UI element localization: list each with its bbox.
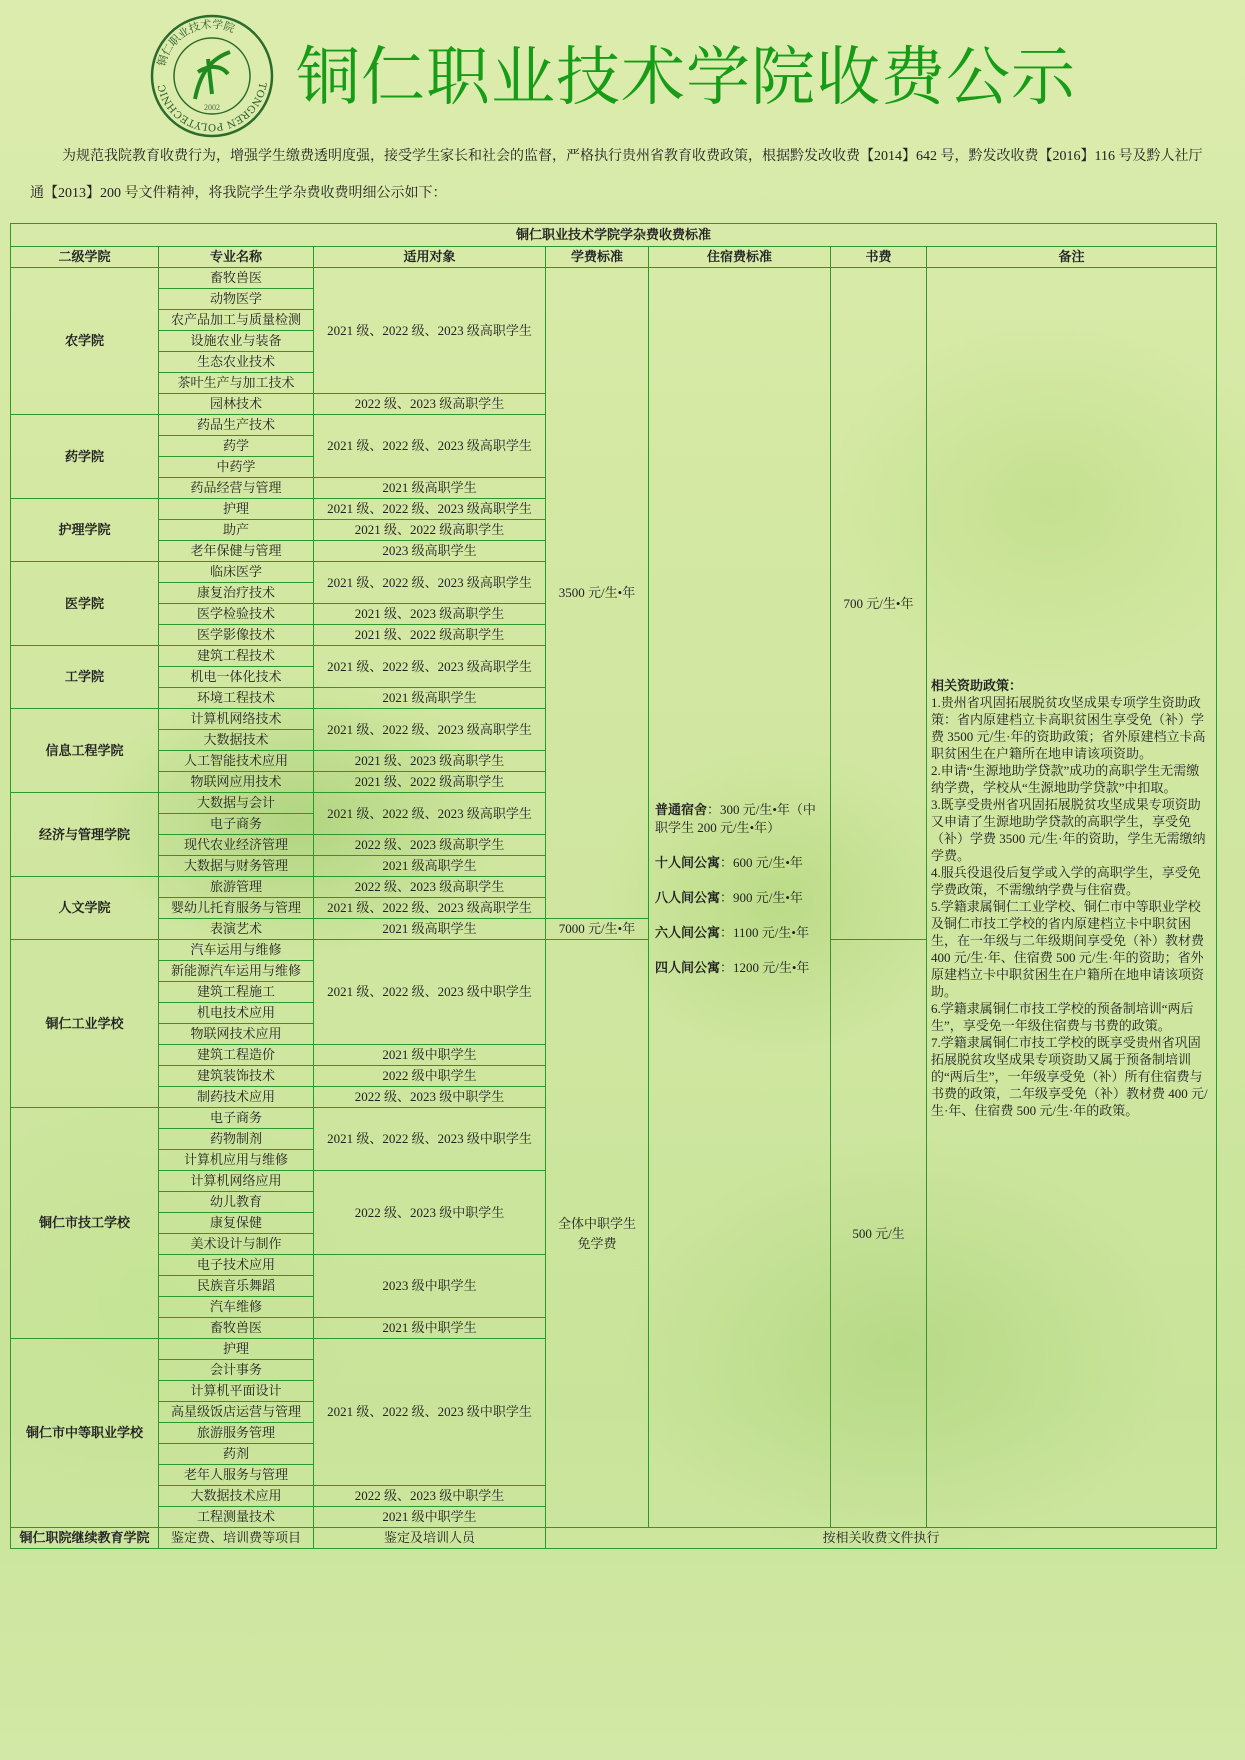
policy-item: 6.学籍隶属铜仁市技工学校的预备制培训“两后生”，享受免一年级住宿费与书费的政策。 — [931, 1000, 1194, 1033]
college-name: 护理学院 — [11, 499, 159, 562]
major-name: 大数据技术应用 — [159, 1486, 314, 1507]
major-name: 物联网技术应用 — [159, 1024, 314, 1045]
target-students: 鉴定及培训人员 — [314, 1528, 546, 1549]
major-name: 制药技术应用 — [159, 1087, 314, 1108]
major-name: 现代农业经济管理 — [159, 835, 314, 856]
tuition-fee: 3500 元/生•年 — [546, 268, 649, 919]
target-students: 2021 级、2022 级、2023 级高职学生 — [314, 268, 546, 394]
major-name: 设施农业与装备 — [159, 331, 314, 352]
target-students: 2021 级、2022 级、2023 级高职学生 — [314, 499, 546, 520]
tuition-fee: 7000 元/生•年 — [546, 919, 649, 940]
major-name: 计算机平面设计 — [159, 1381, 314, 1402]
accommodation-item — [655, 889, 824, 907]
target-students: 2023 级高职学生 — [314, 541, 546, 562]
major-name: 建筑工程施工 — [159, 982, 314, 1003]
header-books: 书费 — [831, 247, 927, 268]
target-students: 2022 级、2023 级高职学生 — [314, 394, 546, 415]
major-name: 电子商务 — [159, 1108, 314, 1129]
book-fee: 500 元/生 — [831, 940, 927, 1528]
major-name: 动物医学 — [159, 289, 314, 310]
college-name: 铜仁市技工学校 — [11, 1108, 159, 1339]
target-students: 2021 级、2022 级、2023 级中职学生 — [314, 940, 546, 1045]
target-students: 2023 级中职学生 — [314, 1255, 546, 1318]
major-name: 医学影像技术 — [159, 625, 314, 646]
major-name: 建筑工程技术 — [159, 646, 314, 667]
target-students: 2021 级、2022 级、2023 级高职学生 — [314, 898, 546, 919]
accommodation-item — [655, 854, 824, 872]
major-name: 老年人服务与管理 — [159, 1465, 314, 1486]
college-name: 农学院 — [11, 268, 159, 415]
target-students: 2021 级、2022 级、2023 级中职学生 — [314, 1339, 546, 1486]
major-name: 汽车运用与维修 — [159, 940, 314, 961]
major-name: 会计事务 — [159, 1360, 314, 1381]
logo-year: 2002 — [204, 103, 220, 112]
target-students: 2021 级、2023 级高职学生 — [314, 751, 546, 772]
target-students: 2021 级高职学生 — [314, 919, 546, 940]
major-name: 园林技术 — [159, 394, 314, 415]
header-accommodation: 住宿费标准 — [649, 247, 831, 268]
major-name: 环境工程技术 — [159, 688, 314, 709]
major-name: 旅游服务管理 — [159, 1423, 314, 1444]
logo-text-en: TONGREN POLYTECHNIC — [156, 81, 268, 133]
major-name: 康复保健 — [159, 1213, 314, 1234]
major-name: 人工智能技术应用 — [159, 751, 314, 772]
table-caption: 铜仁职业技术学院学杂费收费标准 — [11, 224, 1217, 247]
major-name: 物联网应用技术 — [159, 772, 314, 793]
fee-rule: 按相关收费文件执行 — [546, 1528, 1217, 1549]
major-name: 生态农业技术 — [159, 352, 314, 373]
college-name: 铜仁工业学校 — [11, 940, 159, 1108]
policy-item: 7.学籍隶属铜仁市技工学校的既享受贵州省巩固拓展脱贫攻坚成果专项资助又属于预备制培训的“两后生”，一年级享受免（补）所有住宿费与书费的政策，二年级享受免（补）教材费 400 元/生·年、住宿费 500 元/生·年的政策。 — [931, 1034, 1208, 1118]
major-name: 助产 — [159, 520, 314, 541]
college-name: 铜仁市中等职业学校 — [11, 1339, 159, 1528]
major-name: 婴幼儿托育服务与管理 — [159, 898, 314, 919]
college-logo — [150, 14, 274, 138]
target-students: 2021 级、2022 级、2023 级中职学生 — [314, 1108, 546, 1171]
major-name: 幼儿教育 — [159, 1192, 314, 1213]
accommodation-price: ：600 元/生•年 — [720, 855, 803, 870]
header-college: 二级学院 — [11, 247, 159, 268]
major-name: 电子技术应用 — [159, 1255, 314, 1276]
accommodation-type: 普通宿舍 — [655, 802, 708, 817]
accommodation-price: ：1200 元/生•年 — [720, 960, 810, 975]
accommodation-type: 四人间公寓 — [655, 960, 721, 975]
major-name: 鉴定费、培训费等项目 — [159, 1528, 314, 1549]
major-name: 茶叶生产与加工技术 — [159, 373, 314, 394]
accommodation-price: ：300 元/生•年（中职学生 200 元/生•年） — [655, 802, 816, 835]
college-name: 药学院 — [11, 415, 159, 499]
accommodation-type: 十人间公寓 — [655, 855, 721, 870]
header-tuition: 学费标准 — [546, 247, 649, 268]
accommodation-price: ：1100 元/生•年 — [720, 925, 809, 940]
major-name: 建筑装饰技术 — [159, 1066, 314, 1087]
major-name: 计算机网络应用 — [159, 1171, 314, 1192]
major-name: 康复治疗技术 — [159, 583, 314, 604]
target-students: 2021 级中职学生 — [314, 1045, 546, 1066]
major-name: 中药学 — [159, 457, 314, 478]
tuition-fee: 全体中职学生免学费 — [546, 940, 649, 1528]
header-target: 适用对象 — [314, 247, 546, 268]
accommodation-type: 六人间公寓 — [655, 925, 721, 940]
notes-policies — [927, 268, 1217, 1528]
target-students: 2022 级、2023 级高职学生 — [314, 835, 546, 856]
page-title: 铜仁职业技术学院收费公示 — [296, 41, 1076, 115]
college-name: 信息工程学院 — [11, 709, 159, 793]
major-name: 药品生产技术 — [159, 415, 314, 436]
target-students: 2021 级高职学生 — [314, 478, 546, 499]
target-students: 2021 级、2022 级、2023 级高职学生 — [314, 646, 546, 688]
major-name: 计算机网络技术 — [159, 709, 314, 730]
fee-table — [10, 223, 1217, 1549]
major-name: 旅游管理 — [159, 877, 314, 898]
target-students: 2021 级、2022 级高职学生 — [314, 625, 546, 646]
major-name: 药品经营与管理 — [159, 478, 314, 499]
major-name: 工程测量技术 — [159, 1507, 314, 1528]
header-notes: 备注 — [927, 247, 1217, 268]
header-major: 专业名称 — [159, 247, 314, 268]
target-students: 2021 级高职学生 — [314, 856, 546, 877]
policy-item: 1.贵州省巩固拓展脱贫攻坚成果专项学生资助政策：省内原建档立卡高职贫困生享受免（补）学费 3500 元/生·年的资助政策；省外原建档立卡高职贫困生在户籍所在地申请该项资助。 — [931, 694, 1206, 761]
book-fee: 700 元/生•年 — [831, 268, 927, 940]
major-name: 老年保健与管理 — [159, 541, 314, 562]
major-name: 护理 — [159, 499, 314, 520]
college-name: 医学院 — [11, 562, 159, 646]
target-students: 2021 级、2022 级、2023 级高职学生 — [314, 793, 546, 835]
major-name: 药物制剂 — [159, 1129, 314, 1150]
accommodation-price: ：900 元/生•年 — [720, 890, 803, 905]
intro-paragraph: 为规范我院教育收费行为，增强学生缴费透明度强，接受学生家长和社会的监督，严格执行贵州省教育收费政策，根据黔发改收费【2014】642 号，黔发改收费【2016】116 号及黔人社厅通【2013】200 号文件精神，将我院学生学杂费收费明细公示如下： — [30, 149, 1203, 201]
major-name: 机电技术应用 — [159, 1003, 314, 1024]
major-name: 护理 — [159, 1339, 314, 1360]
major-name: 大数据与财务管理 — [159, 856, 314, 877]
accommodation-fees — [649, 268, 831, 1528]
major-name: 电子商务 — [159, 814, 314, 835]
target-students: 2022 级、2023 级高职学生 — [314, 877, 546, 898]
target-students: 2021 级、2023 级高职学生 — [314, 604, 546, 625]
major-name: 建筑工程造价 — [159, 1045, 314, 1066]
major-name: 美术设计与制作 — [159, 1234, 314, 1255]
major-name: 大数据与会计 — [159, 793, 314, 814]
logo-text-cn: 铜仁职业技术学院 — [154, 17, 237, 68]
target-students: 2021 级中职学生 — [314, 1318, 546, 1339]
target-students: 2022 级、2023 级中职学生 — [314, 1486, 546, 1507]
target-students: 2021 级、2022 级、2023 级高职学生 — [314, 709, 546, 751]
target-students: 2021 级、2022 级高职学生 — [314, 520, 546, 541]
accommodation-item — [655, 924, 824, 942]
college-name: 铜仁职院继续教育学院 — [11, 1528, 159, 1549]
target-students: 2021 级高职学生 — [314, 688, 546, 709]
major-name: 临床医学 — [159, 562, 314, 583]
target-students: 2022 级、2023 级中职学生 — [314, 1087, 546, 1108]
major-name: 计算机应用与维修 — [159, 1150, 314, 1171]
target-students: 2022 级中职学生 — [314, 1066, 546, 1087]
major-name: 表演艺术 — [159, 919, 314, 940]
notes-title: 相关资助政策： — [931, 677, 1023, 693]
major-name: 畜牧兽医 — [159, 268, 314, 289]
policy-item: 2.申请“生源地助学贷款”成功的高职学生无需缴纳学费，学校从“生源地助学贷款”中扣取。 — [931, 762, 1200, 795]
target-students: 2021 级、2022 级高职学生 — [314, 772, 546, 793]
major-name: 农产品加工与质量检测 — [159, 310, 314, 331]
accommodation-item — [655, 801, 824, 837]
table-row — [11, 268, 1217, 289]
accommodation-item — [655, 959, 824, 977]
target-students: 2021 级、2022 级、2023 级高职学生 — [314, 562, 546, 604]
major-name: 高星级饭店运营与管理 — [159, 1402, 314, 1423]
policy-item: 3.既享受贵州省巩固拓展脱贫攻坚成果专项资助又申请了生源地助学贷款的高职学生，享受免（补）学费 3500 元/生·年的资助，学生无需缴纳学费。 — [931, 796, 1206, 863]
major-name: 新能源汽车运用与维修 — [159, 961, 314, 982]
college-name: 工学院 — [11, 646, 159, 709]
major-name: 民族音乐舞蹈 — [159, 1276, 314, 1297]
policy-item: 4.服兵役退役后复学或入学的高职学生，享受免学费政策，不需缴纳学费与住宿费。 — [931, 864, 1201, 897]
major-name: 药学 — [159, 436, 314, 457]
accommodation-type: 八人间公寓 — [655, 890, 721, 905]
policy-item: 5.学籍隶属铜仁工业学校、铜仁市中等职业学校及铜仁市技工学校的省内原建档立卡中职贫困生，在一年级与二年级期间享受免（补）教材费 400 元/生·年、住宿费 500 元/生·年的资助；省外原建档立卡中职贫困生在户籍所在地申请该项资助。 — [931, 898, 1205, 999]
major-name: 畜牧兽医 — [159, 1318, 314, 1339]
target-students: 2021 级、2022 级、2023 级高职学生 — [314, 415, 546, 478]
target-students: 2022 级、2023 级中职学生 — [314, 1171, 546, 1255]
major-name: 医学检验技术 — [159, 604, 314, 625]
college-name: 经济与管理学院 — [11, 793, 159, 877]
major-name: 汽车维修 — [159, 1297, 314, 1318]
major-name: 机电一体化技术 — [159, 667, 314, 688]
major-name: 药剂 — [159, 1444, 314, 1465]
major-name: 大数据技术 — [159, 730, 314, 751]
table-row-continuing-education — [11, 1528, 1217, 1549]
college-name: 人文学院 — [11, 877, 159, 940]
target-students: 2021 级中职学生 — [314, 1507, 546, 1528]
